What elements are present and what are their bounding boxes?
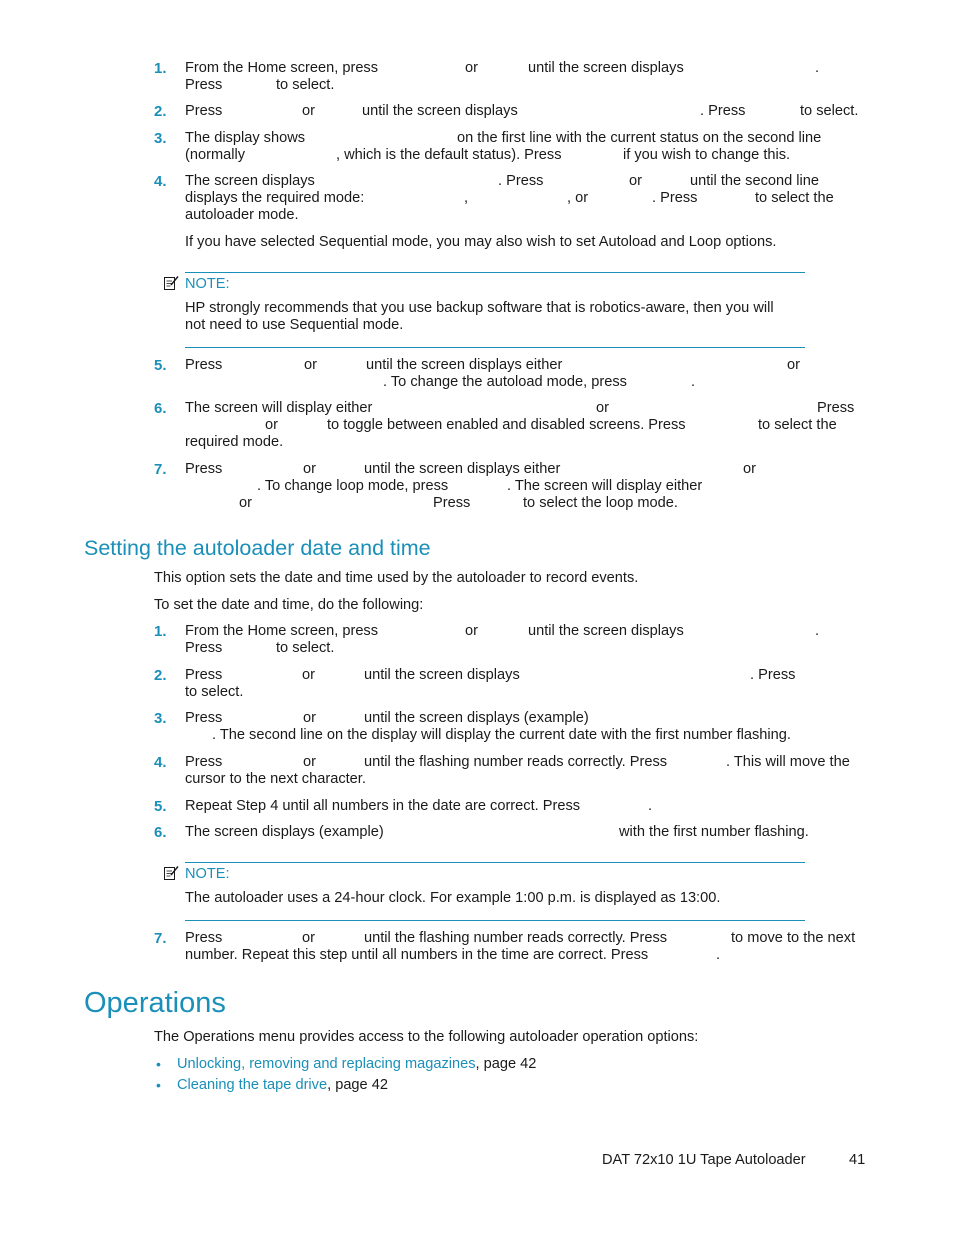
list-item xyxy=(177,1056,536,1073)
step-text: or xyxy=(302,930,315,946)
step-text: or xyxy=(303,710,316,726)
step-text: to select. xyxy=(276,640,335,656)
step-text: Press xyxy=(817,400,855,416)
step-text: Press xyxy=(185,461,223,477)
step-text: . xyxy=(716,947,721,963)
step-text: , or xyxy=(567,190,589,206)
step-text: . Press xyxy=(652,190,698,206)
step-text: or xyxy=(303,754,316,770)
step-text: (normally xyxy=(185,147,246,163)
step-number: 3. xyxy=(154,710,167,727)
step-number: 5. xyxy=(154,357,167,374)
step-text: . To change the autoload mode, press xyxy=(383,374,627,390)
step-text: to move to the next xyxy=(731,930,856,946)
link-cleaning-tape-drive[interactable]: Cleaning the tape drive xyxy=(177,1077,328,1093)
bullet: • xyxy=(156,1077,161,1093)
step-text: . xyxy=(691,374,696,390)
step-number: 6. xyxy=(154,824,167,841)
step-text: or xyxy=(787,357,800,373)
step-text: The display shows xyxy=(185,130,306,146)
step-text: cursor to the next character. xyxy=(185,771,366,787)
step-text: until the flashing number reads correctly. Press xyxy=(364,930,668,946)
step-number: 3. xyxy=(154,130,167,147)
step-text: if you wish to change this. xyxy=(623,147,791,163)
step-text: . The second line on the display will display the current date with the first number flashing. xyxy=(212,727,791,743)
step-text: until the screen displays xyxy=(528,623,684,639)
step-text: or xyxy=(629,173,642,189)
step-text: on the first line with the current status on the second line xyxy=(457,130,822,146)
step-text: Press xyxy=(185,77,223,93)
step-text: Press xyxy=(185,103,223,119)
section-intro: To set the date and time, do the following: xyxy=(154,597,424,613)
list-item xyxy=(177,1077,388,1094)
section-intro: This option sets the date and time used by the autoloader to record events. xyxy=(154,570,639,586)
note-top-rule xyxy=(185,862,805,863)
note-label: NOTE: xyxy=(185,276,230,292)
step-text: or xyxy=(596,400,609,416)
note-icon xyxy=(163,275,179,291)
step-text: or xyxy=(239,495,252,511)
step-text: or xyxy=(465,623,478,639)
page-number: 41 xyxy=(849,1152,866,1168)
step-number: 1. xyxy=(154,60,167,77)
step-text: Press xyxy=(185,357,223,373)
step-number: 6. xyxy=(154,400,167,417)
step-text: The screen will display either xyxy=(185,400,373,416)
footer-title: DAT 72x10 1U Tape Autoloader xyxy=(602,1152,806,1168)
step-text: autoloader mode. xyxy=(185,207,299,223)
step-number: 7. xyxy=(154,930,167,947)
step-text: to select. xyxy=(185,684,244,700)
step-number: 4. xyxy=(154,173,167,190)
operations-heading: Operations xyxy=(84,987,226,1019)
step-text: From the Home screen, press xyxy=(185,60,379,76)
step-text: to select the xyxy=(758,417,837,433)
step-text: . To change loop mode, press xyxy=(257,478,449,494)
step-text: . xyxy=(815,60,820,76)
step-text: or xyxy=(465,60,478,76)
step-text: . xyxy=(648,798,653,814)
step-text: to select. xyxy=(276,77,335,93)
step-text: until the screen displays xyxy=(362,103,518,119)
step-number: 4. xyxy=(154,754,167,771)
note-label: NOTE: xyxy=(185,866,230,882)
step-text: Press xyxy=(185,667,223,683)
step-text: . xyxy=(815,623,820,639)
step-number: 1. xyxy=(154,623,167,640)
step-text: Press xyxy=(433,495,471,511)
step-number: 5. xyxy=(154,798,167,815)
step-number: 2. xyxy=(154,667,167,684)
note-top-rule xyxy=(185,272,805,273)
step-text: The screen displays xyxy=(185,173,315,189)
operations-intro: The Operations menu provides access to the following autoloader operation options: xyxy=(154,1029,699,1045)
step-text: until the screen displays (example) xyxy=(364,710,589,726)
step-text: or xyxy=(302,103,315,119)
step-text: to select the loop mode. xyxy=(523,495,678,511)
note-text: not need to use Sequential mode. xyxy=(185,317,404,333)
step-text: until the screen displays xyxy=(528,60,684,76)
note-text: HP strongly recommends that you use backup software that is robotics-aware, then you will xyxy=(185,300,774,316)
step-text: From the Home screen, press xyxy=(185,623,379,639)
step-text: Press xyxy=(185,710,223,726)
step-text: or xyxy=(303,461,316,477)
step-text: or xyxy=(302,667,315,683)
step-text: number. Repeat this step until all numbers in the time are correct. Press xyxy=(185,947,649,963)
note-text: The autoloader uses a 24-hour clock. For example 1:00 p.m. is displayed as 13:00. xyxy=(185,890,721,906)
step-number: 7. xyxy=(154,461,167,478)
step-text: until the second line xyxy=(690,173,819,189)
step-text: Press xyxy=(185,930,223,946)
step-text: displays the required mode: xyxy=(185,190,365,206)
step-text: until the flashing number reads correctly. Press xyxy=(364,754,668,770)
step-text: . This will move the xyxy=(726,754,850,770)
step-text: Press xyxy=(185,640,223,656)
step-text: , which is the default status). Press xyxy=(336,147,562,163)
step-text: until the screen displays either xyxy=(366,357,563,373)
section-heading: Setting the autoloader date and time xyxy=(84,536,431,560)
step-text: until the screen displays either xyxy=(364,461,561,477)
note-bottom-rule xyxy=(185,920,805,921)
step-extra-text: If you have selected Sequential mode, you may also wish to set Autoload and Loop options. xyxy=(185,234,777,250)
step-text: required mode. xyxy=(185,434,284,450)
page-reference: , page 42 xyxy=(475,1056,537,1072)
step-text: . Press xyxy=(750,667,796,683)
step-text: until the screen displays xyxy=(364,667,520,683)
step-text: Repeat Step 4 until all numbers in the date are correct. Press xyxy=(185,798,581,814)
step-number: 2. xyxy=(154,103,167,120)
note-icon xyxy=(163,865,179,881)
step-text: with the first number flashing. xyxy=(619,824,809,840)
note-bottom-rule xyxy=(185,347,805,348)
step-text: or xyxy=(304,357,317,373)
step-text: The screen displays (example) xyxy=(185,824,384,840)
page-reference: , page 42 xyxy=(327,1077,388,1093)
link-unlocking-magazines[interactable]: Unlocking, removing and replacing magazines xyxy=(177,1056,476,1072)
step-text: . Press xyxy=(700,103,746,119)
step-text: or xyxy=(265,417,278,433)
step-text: . Press xyxy=(498,173,544,189)
step-text: Press xyxy=(185,754,223,770)
step-text: or xyxy=(743,461,756,477)
step-text: to select. xyxy=(800,103,859,119)
bullet: • xyxy=(156,1056,161,1072)
step-text: to select the xyxy=(755,190,834,206)
step-text: . The screen will display either xyxy=(507,478,703,494)
step-text: to toggle between enabled and disabled screens. Press xyxy=(327,417,686,433)
step-text: , xyxy=(464,190,469,206)
